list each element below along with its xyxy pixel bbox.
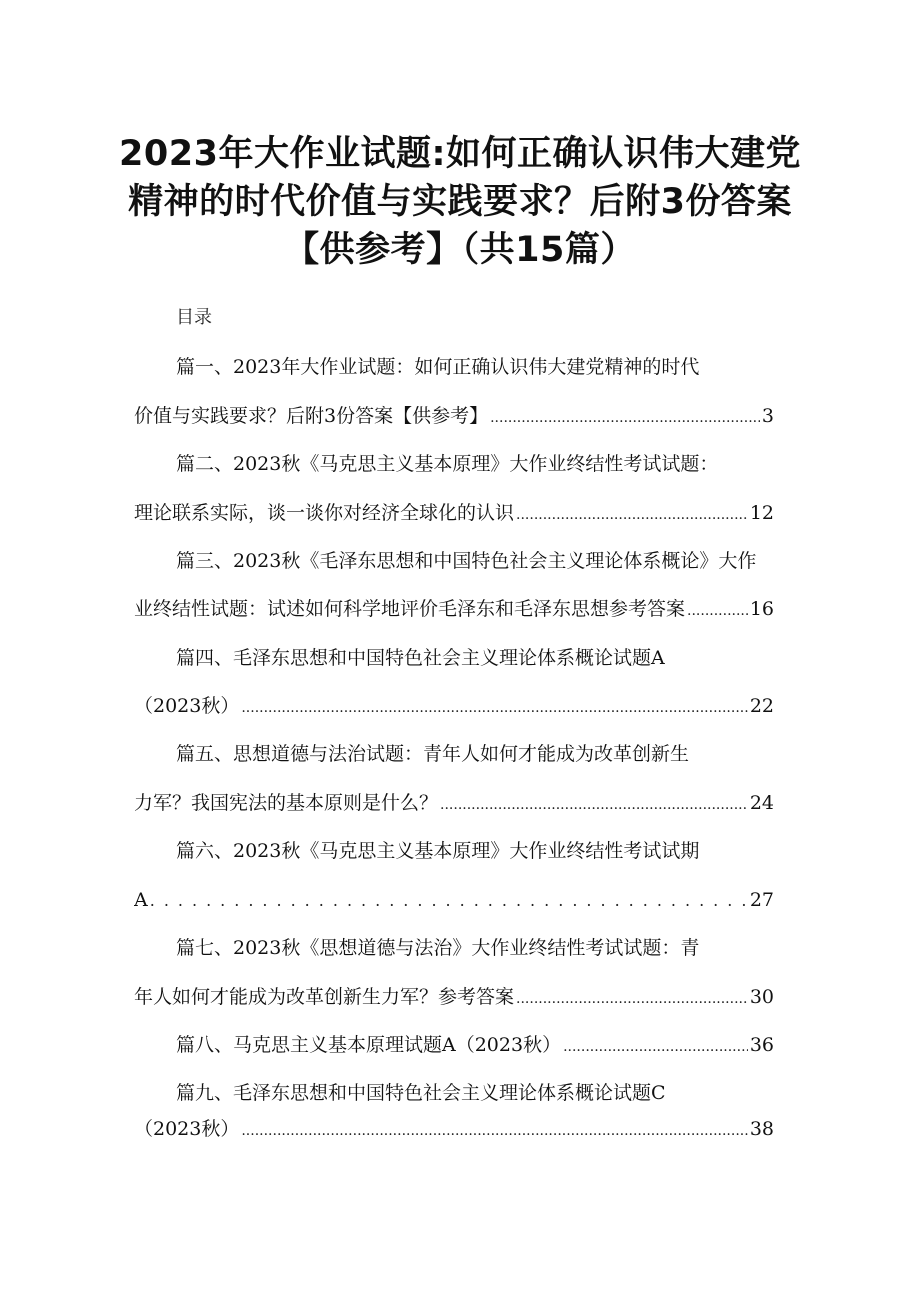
toc-entry-3-text: 业终结性试题：试述如何科学地评价毛泽东和毛泽东思想参考答案: [134, 598, 686, 620]
toc-leader-dots: [239, 1118, 747, 1144]
toc-entry-7-page: 30: [749, 986, 774, 1008]
toc-entry-6-line-1[interactable]: 篇六、2023秋《马克思主义基本原理》大作业终结性考试试期: [176, 840, 700, 862]
toc-leader-dots: [438, 792, 748, 818]
toc-entry-3-line-1[interactable]: 篇三、2023秋《毛泽东思想和中国特色社会主义理论体系概论》大作: [176, 550, 757, 572]
title-line-2: 精神的时代价值与实践要求？后附3份答案: [128, 182, 792, 222]
toc-entry-5-page: 24: [749, 792, 774, 814]
toc-entry-8-line-1[interactable]: [176, 1032, 774, 1060]
toc-leader-dots: [148, 888, 748, 914]
toc-entry-3-page: 16: [749, 598, 774, 620]
toc-entry-1-page: 3: [761, 405, 774, 427]
toc-entry-8-text: 篇八、马克思主义基本原理试题A（2023秋）: [176, 1034, 562, 1056]
toc-entry-3-line-2[interactable]: [134, 596, 774, 624]
toc-entry-9-page: 38: [749, 1118, 774, 1140]
toc-leader-dots: [514, 502, 748, 528]
toc-entry-6-text: A: [134, 889, 148, 911]
toc-entry-2-line-1[interactable]: 篇二、2023秋《马克思主义基本原理》大作业终结性考试试题：: [176, 453, 719, 475]
toc-entry-2-page: 12: [749, 502, 774, 524]
toc-entry-7-line-1[interactable]: 篇七、2023秋《思想道德与法治》大作业终结性考试试题：青: [176, 937, 700, 959]
toc-leader-dots: [239, 695, 747, 721]
toc-entry-1-text: 价值与实践要求？后附3份答案【供参考】: [134, 405, 489, 427]
toc-leader-dots: [514, 986, 748, 1012]
toc-entry-4-page: 22: [749, 695, 774, 717]
toc-entry-7-line-2[interactable]: [134, 984, 774, 1012]
title-line-3: 【供参考】（共15篇）: [284, 230, 636, 270]
toc-leader-dots: [685, 598, 748, 624]
toc-label: 目录: [176, 307, 212, 328]
toc-entry-5-line-2[interactable]: [134, 790, 774, 818]
toc-leader-dots: [561, 1034, 748, 1060]
toc-entry-5-text: 力军？我国宪法的基本原则是什么？: [134, 792, 439, 814]
toc-entry-5-line-1[interactable]: 篇五、思想道德与法治试题：青年人如何才能成为改革创新生: [176, 743, 690, 765]
document-title: [80, 130, 840, 274]
toc-entry-2-line-2[interactable]: [134, 500, 774, 528]
toc-entry-6-line-2[interactable]: [134, 887, 774, 914]
toc-entry-4-text: （2023秋）: [134, 695, 240, 717]
toc-entry-7-text: 年人如何才能成为改革创新生力军？参考答案: [134, 986, 515, 1008]
toc-entry-9-text: （2023秋）: [134, 1118, 240, 1140]
toc-entry-2-text: 理论联系实际，谈一谈你对经济全球化的认识: [134, 502, 515, 524]
toc-entry-9-line-2[interactable]: [134, 1116, 774, 1144]
toc-leader-dots: [488, 405, 760, 431]
title-line-1: 2023年大作业试题:如何正确认识伟大建党: [119, 134, 801, 174]
toc-entry-6-page: 27: [749, 889, 774, 911]
toc-entry-1-line-2[interactable]: [134, 403, 774, 431]
toc-entry-4-line-1[interactable]: 篇四、毛泽东思想和中国特色社会主义理论体系概论试题A: [176, 647, 665, 669]
toc-entry-8-page: 36: [749, 1034, 774, 1056]
toc-entry-1-line-1[interactable]: 篇一、2023年大作业试题：如何正确认识伟大建党精神的时代: [176, 356, 700, 378]
toc-entry-9-line-1[interactable]: 篇九、毛泽东思想和中国特色社会主义理论体系概论试题C: [176, 1082, 666, 1104]
toc-entry-4-line-2[interactable]: [134, 693, 774, 721]
